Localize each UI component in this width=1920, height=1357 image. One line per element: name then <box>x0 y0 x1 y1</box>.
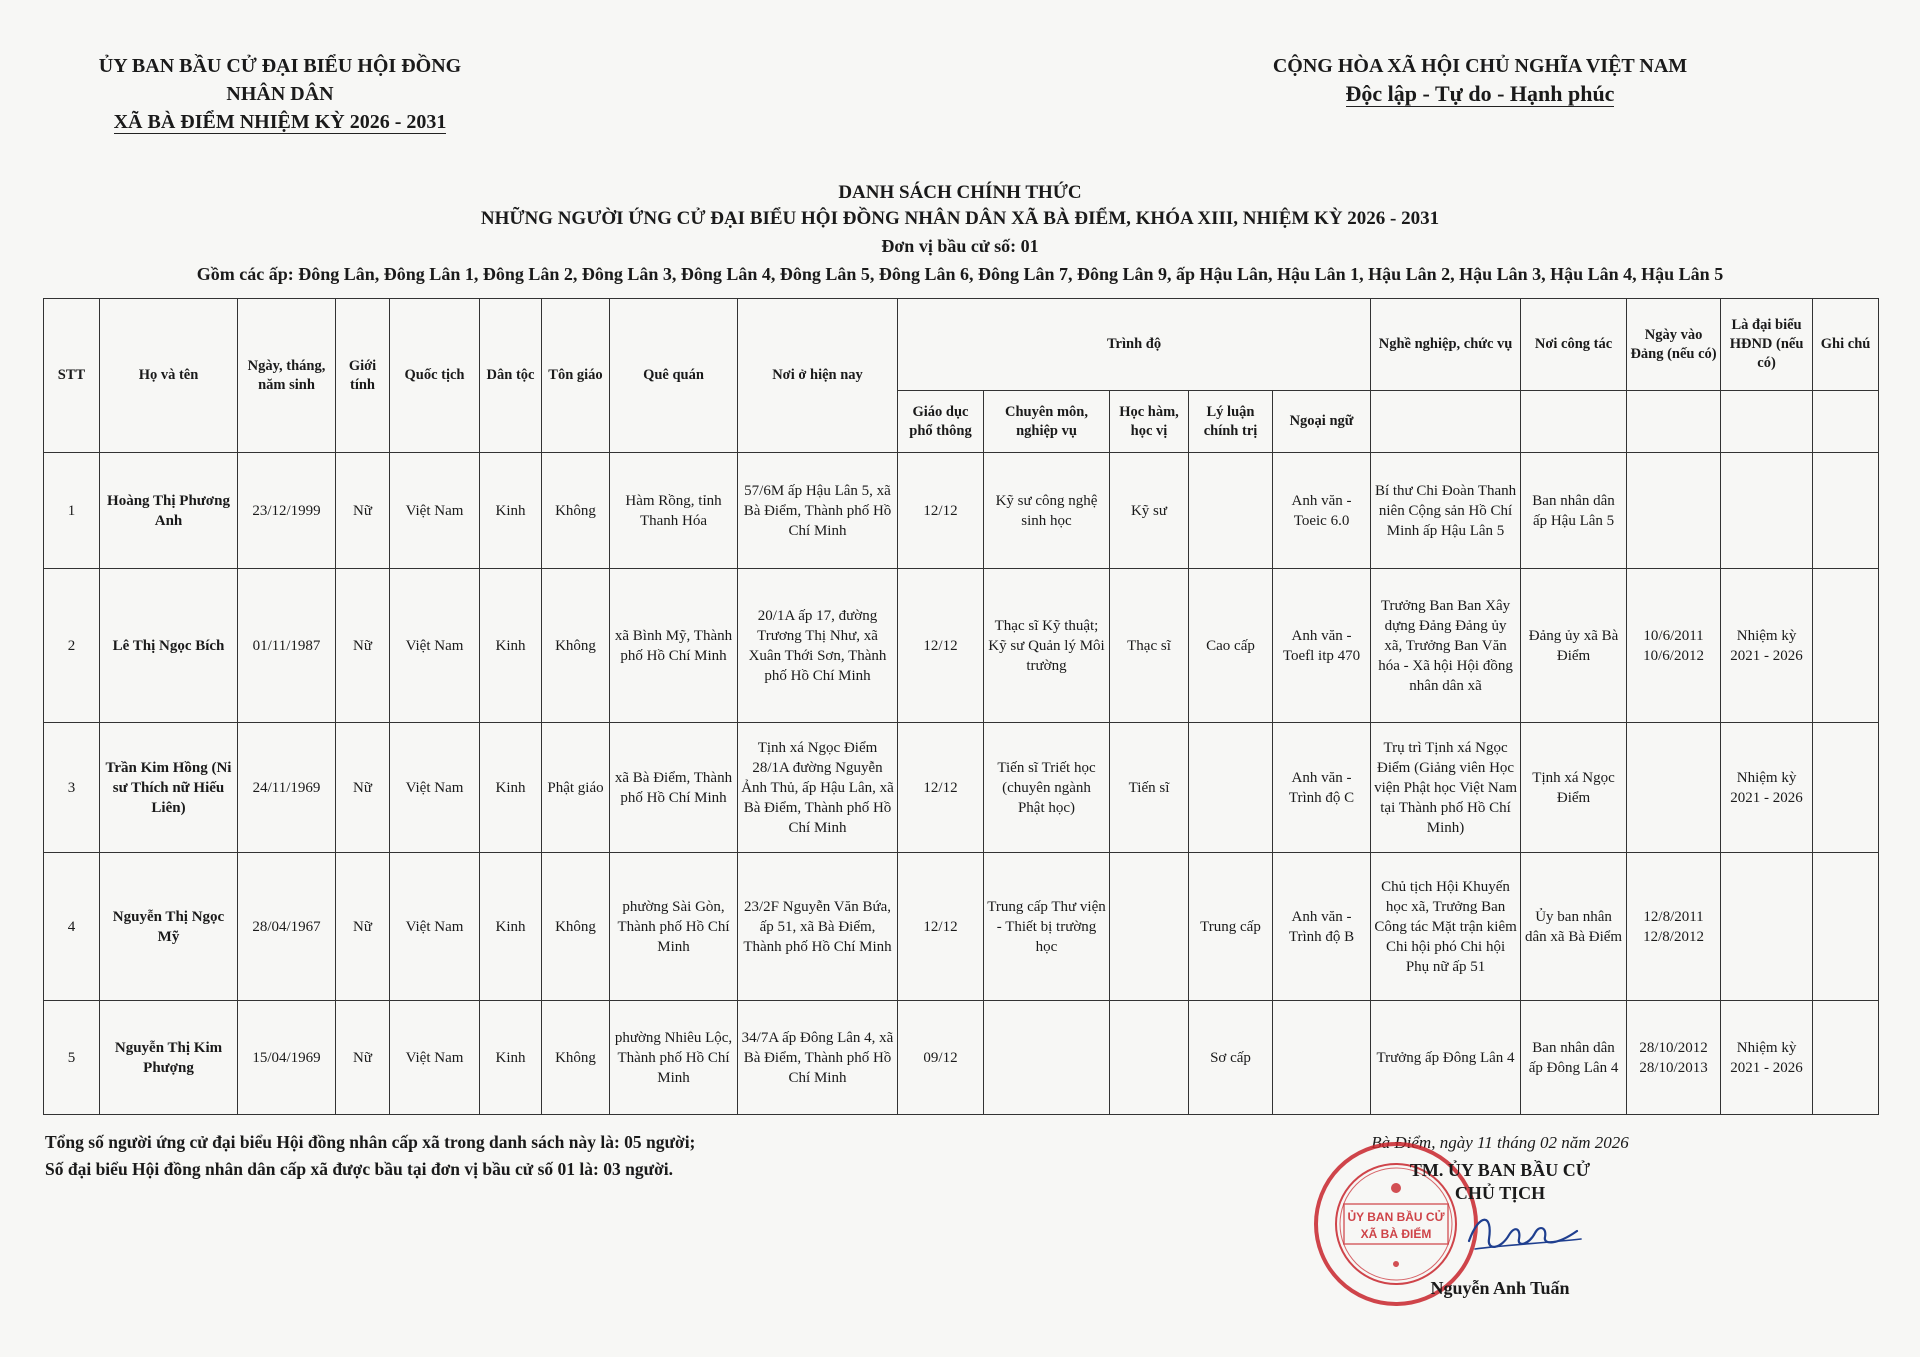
table-row <box>44 723 1879 853</box>
header-dob: Ngày, tháng, năm sinh <box>238 299 336 453</box>
cell-name: Trần Kim Hồng (Ni sư Thích nữ Hiếu Liên) <box>100 723 238 853</box>
cell-politics: Sơ cấp <box>1189 1001 1273 1115</box>
table-row <box>44 453 1879 569</box>
cell-politics <box>1189 723 1273 853</box>
issuer-line-1: ỦY BAN BẦU CỬ ĐẠI BIỂU HỘI ĐỒNG NHÂN DÂN <box>98 55 462 105</box>
svg-text:XÃ BÀ ĐIỂM: XÃ BÀ ĐIỂM <box>1360 1227 1432 1241</box>
cell-stt: 4 <box>44 853 100 1001</box>
cell-party-date <box>1627 453 1721 569</box>
cell-language: Anh văn - Trình độ C <box>1273 723 1371 853</box>
cell-hometown: phường Sài Gòn, Thành phố Hồ Chí Minh <box>610 853 738 1001</box>
cell-workplace: Ban nhân dân ấp Đông Lân 4 <box>1521 1001 1627 1115</box>
cell-hometown: phường Nhiêu Lộc, Thành phố Hồ Chí Minh <box>610 1001 738 1115</box>
candidate-table <box>43 298 1879 1115</box>
cell-specialty: Kỹ sư công nghệ sinh học <box>984 453 1110 569</box>
cell-general: 12/12 <box>898 853 984 1001</box>
cell-general: 12/12 <box>898 569 984 723</box>
cell-religion: Phật giáo <box>542 723 610 853</box>
cell-hometown: xã Bà Điểm, Thành phố Hồ Chí Minh <box>610 723 738 853</box>
cell-stt: 1 <box>44 453 100 569</box>
cell-language <box>1273 1001 1371 1115</box>
cell-delegate: Nhiệm kỳ 2021 - 2026 <box>1721 569 1813 723</box>
cell-note <box>1813 853 1879 1001</box>
svg-text:ỦY BAN BẦU CỬ: ỦY BAN BẦU CỬ <box>1347 1210 1445 1224</box>
cell-delegate: Nhiệm kỳ 2021 - 2026 <box>1721 723 1813 853</box>
cell-religion: Không <box>542 569 610 723</box>
electoral-unit: Đơn vị bầu cử số: 01 <box>881 236 1039 256</box>
total-candidates-note: Tổng số người ứng cử đại biểu Hội đồng nhân cấp xã trong danh sách này là: 05 người; <box>45 1132 696 1152</box>
cell-occupation: Trưởng ấp Đông Lân 4 <box>1371 1001 1521 1115</box>
header-general-education: Giáo dục phổ thông <box>898 391 984 453</box>
cell-party-date: 12/8/2011 12/8/2012 <box>1627 853 1721 1001</box>
sign-role: CHỦ TỊCH <box>1454 1183 1546 1203</box>
issuer-header <box>70 52 490 136</box>
cell-politics: Cao cấp <box>1189 569 1273 723</box>
header-workplace: Nơi công tác <box>1521 299 1627 391</box>
cell-specialty: Trung cấp Thư viện - Thiết bị trường học <box>984 853 1110 1001</box>
cell-residence: 34/7A ấp Đông Lân 4, xã Bà Điểm, Thành phố Hồ Chí Minh <box>738 1001 898 1115</box>
cell-nationality: Việt Nam <box>390 569 480 723</box>
cell-degree: Kỹ sư <box>1110 453 1189 569</box>
cell-general: 12/12 <box>898 453 984 569</box>
header-religion: Tôn giáo <box>542 299 610 453</box>
cell-hometown: Hàm Rồng, tỉnh Thanh Hóa <box>610 453 738 569</box>
cell-specialty: Thạc sĩ Kỹ thuật; Kỹ sư Quản lý Môi trường <box>984 569 1110 723</box>
cell-party-date: 10/6/2011 10/6/2012 <box>1627 569 1721 723</box>
cell-ethnicity: Kinh <box>480 569 542 723</box>
cell-dob: 01/11/1987 <box>238 569 336 723</box>
cell-stt: 2 <box>44 569 100 723</box>
handwritten-signature <box>1465 1205 1585 1260</box>
issuer-line-2: XÃ BÀ ĐIỂM NHIỆM KỲ 2026 - 2031 <box>113 111 447 133</box>
cell-occupation: Bí thư Chi Đoàn Thanh niên Cộng sản Hồ Chí Minh ấp Hậu Lân 5 <box>1371 453 1521 569</box>
cell-residence: 23/2F Nguyễn Văn Bứa, ấp 51, xã Bà Điểm, Thành phố Hồ Chí Minh <box>738 853 898 1001</box>
header-note: Ghi chú <box>1813 299 1879 391</box>
header-party-date: Ngày vào Đảng (nếu có) <box>1627 299 1721 391</box>
cell-degree: Tiến sĩ <box>1110 723 1189 853</box>
header-politics: Lý luận chính trị <box>1189 391 1273 453</box>
cell-nationality: Việt Nam <box>390 453 480 569</box>
header-occupation: Nghề nghiệp, chức vụ <box>1371 299 1521 391</box>
header-hometown: Quê quán <box>610 299 738 453</box>
header-ethnicity: Dân tộc <box>480 299 542 453</box>
header-name: Họ và tên <box>100 299 238 453</box>
cell-religion: Không <box>542 1001 610 1115</box>
cell-degree: Thạc sĩ <box>1110 569 1189 723</box>
sign-org: TM. ỦY BAN BẦU CỬ <box>1409 1160 1591 1180</box>
candidate-rows <box>44 453 1879 1115</box>
header-language: Ngoại ngữ <box>1273 391 1371 453</box>
cell-nationality: Việt Nam <box>390 853 480 1001</box>
cell-residence: Tịnh xá Ngọc Điểm 28/1A đường Nguyễn Ảnh Thủ, ấp Hậu Lân, xã Bà Điểm, Thành phố Hồ Chí Minh <box>738 723 898 853</box>
cell-residence: 57/6M ấp Hậu Lân 5, xã Bà Điểm, Thành phố Hồ Chí Minh <box>738 453 898 569</box>
cell-gender: Nữ <box>336 453 390 569</box>
cell-degree <box>1110 853 1189 1001</box>
header-gender: Giới tính <box>336 299 390 453</box>
cell-religion: Không <box>542 853 610 1001</box>
table-row <box>44 853 1879 1001</box>
cell-occupation: Trưởng Ban Ban Xây dựng Đảng Đảng ủy xã, Trưởng Ban Văn hóa - Xã hội Hội đồng nhân dân xã <box>1371 569 1521 723</box>
cell-degree <box>1110 1001 1189 1115</box>
cell-language: Anh văn - Toefl itp 470 <box>1273 569 1371 723</box>
cell-stt: 5 <box>44 1001 100 1115</box>
header-delegate: Là đại biểu HĐND (nếu có) <box>1721 299 1813 391</box>
cell-occupation: Chủ tịch Hội Khuyến học xã, Trưởng Ban Công tác Mặt trận kiêm Chi hội phó Chi hội Phụ nữ ấp 51 <box>1371 853 1521 1001</box>
cell-name: Nguyễn Thị Ngọc Mỹ <box>100 853 238 1001</box>
cell-nationality: Việt Nam <box>390 1001 480 1115</box>
table-row <box>44 569 1879 723</box>
cell-delegate <box>1721 453 1813 569</box>
cell-religion: Không <box>542 453 610 569</box>
cell-name: Hoàng Thị Phương Anh <box>100 453 238 569</box>
elected-count-note: Số đại biểu Hội đồng nhân dân cấp xã được bầu tại đơn vị bầu cử số 01 là: 03 người. <box>45 1159 674 1179</box>
cell-politics <box>1189 453 1273 569</box>
cell-note <box>1813 569 1879 723</box>
doc-subtitle: NHỮNG NGƯỜI ỨNG CỬ ĐẠI BIỂU HỘI ĐỒNG NHÂN DÂN XÃ BÀ ĐIỂM, KHÓA XIII, NHIỆM KỲ 2026 - 2031 <box>480 208 1440 229</box>
cell-party-date: 28/10/2012 28/10/2013 <box>1627 1001 1721 1115</box>
cell-ethnicity: Kinh <box>480 853 542 1001</box>
cell-note <box>1813 1001 1879 1115</box>
cell-workplace: Ban nhân dân ấp Hậu Lân 5 <box>1521 453 1627 569</box>
doc-title: DANH SÁCH CHÍNH THỨC <box>838 182 1082 203</box>
cell-residence: 20/1A ấp 17, đường Trương Thị Như, xã Xuân Thới Sơn, Thành phố Hồ Chí Minh <box>738 569 898 723</box>
table-row <box>44 1001 1879 1115</box>
cell-general: 09/12 <box>898 1001 984 1115</box>
cell-hometown: xã Bình Mỹ, Thành phố Hồ Chí Minh <box>610 569 738 723</box>
cell-dob: 15/04/1969 <box>238 1001 336 1115</box>
cell-general: 12/12 <box>898 723 984 853</box>
cell-delegate: Nhiệm kỳ 2021 - 2026 <box>1721 1001 1813 1115</box>
header-specialty: Chuyên môn, nghiệp vụ <box>984 391 1110 453</box>
header-nationality: Quốc tịch <box>390 299 480 453</box>
nation-name: CỘNG HÒA XÃ HỘI CHỦ NGHĨA VIỆT NAM <box>1272 55 1688 77</box>
header-degree: Học hàm, học vị <box>1110 391 1189 453</box>
cell-delegate <box>1721 853 1813 1001</box>
cell-gender: Nữ <box>336 723 390 853</box>
hamlet-list: Gồm các ấp: Đông Lân, Đông Lân 1, Đông Lân 2, Đông Lân 3, Đông Lân 4, Đông Lân 5, Đông Lân 6, Đông Lân 7, Đông Lân 9, ấp Hậu Lân, Hậu Lân 1, Hậu Lân 2, Hậu Lân 3, Hậu Lân 4, Hậu Lân 5 <box>196 264 1724 284</box>
cell-party-date <box>1627 723 1721 853</box>
cell-specialty: Tiến sĩ Triết học (chuyên ngành Phật học) <box>984 723 1110 853</box>
cell-name: Lê Thị Ngọc Bích <box>100 569 238 723</box>
header-stt: STT <box>44 299 100 453</box>
cell-dob: 24/11/1969 <box>238 723 336 853</box>
cell-language: Anh văn - Trình độ B <box>1273 853 1371 1001</box>
cell-workplace: Tịnh xá Ngọc Điểm <box>1521 723 1627 853</box>
cell-politics: Trung cấp <box>1189 853 1273 1001</box>
cell-occupation: Trụ trì Tịnh xá Ngọc Điểm (Giảng viên Học viện Phật học Việt Nam tại Thành phố Hồ Chí Minh) <box>1371 723 1521 853</box>
sign-date: Bà Điểm, ngày 11 tháng 02 năm 2026 <box>1371 1133 1629 1152</box>
cell-gender: Nữ <box>336 1001 390 1115</box>
cell-stt: 3 <box>44 723 100 853</box>
header-education: Trình độ <box>898 299 1371 391</box>
national-motto <box>1220 52 1740 109</box>
cell-gender: Nữ <box>336 853 390 1001</box>
cell-note <box>1813 453 1879 569</box>
header-residence: Nơi ở hiện nay <box>738 299 898 453</box>
cell-name: Nguyễn Thị Kim Phượng <box>100 1001 238 1115</box>
cell-dob: 23/12/1999 <box>238 453 336 569</box>
cell-language: Anh văn - Toeic 6.0 <box>1273 453 1371 569</box>
cell-workplace: Ủy ban nhân dân xã Bà Điểm <box>1521 853 1627 1001</box>
motto: Độc lập - Tự do - Hạnh phúc <box>1345 81 1615 106</box>
cell-ethnicity: Kinh <box>480 1001 542 1115</box>
cell-note <box>1813 723 1879 853</box>
cell-ethnicity: Kinh <box>480 723 542 853</box>
cell-dob: 28/04/1967 <box>238 853 336 1001</box>
cell-workplace: Đảng ủy xã Bà Điểm <box>1521 569 1627 723</box>
cell-gender: Nữ <box>336 569 390 723</box>
signer-name: Nguyễn Anh Tuấn <box>1430 1278 1570 1298</box>
cell-specialty <box>984 1001 1110 1115</box>
cell-ethnicity: Kinh <box>480 453 542 569</box>
cell-nationality: Việt Nam <box>390 723 480 853</box>
